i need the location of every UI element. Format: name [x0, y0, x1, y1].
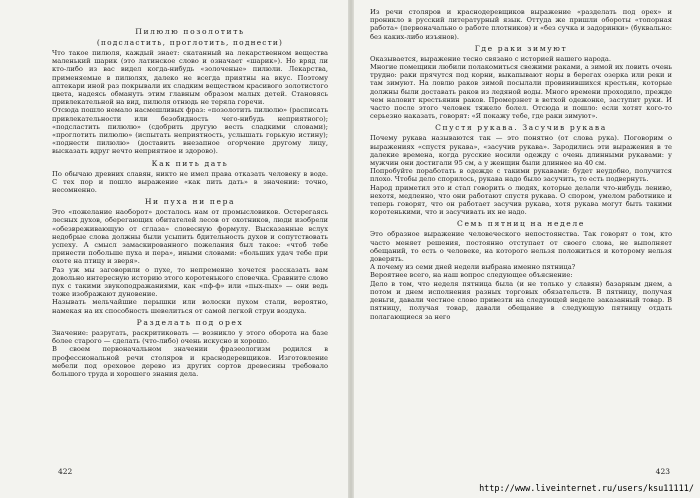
subheading-pilyulyu: (подсластить, проглотить, поднести): [96, 38, 284, 47]
paragraph: Что такое пилюля, каждый знает: скатанный на лекарственном вещества маленький шарик (это латинское слово и означает «шарик»). Но вряд ли кто-либо из вас видел когда-нибудь «золоченые» пилюли. Лекарства, применяемые в пилюлях, далеко не всегда приятны на вкус. Поэтому аптекари иной раз покрывали их сладким веществом красивого золотистого цвета, надеясь обмануть этим главным образом малых детей. Становясь привлекательной на вид, пилюля отнюдь не теряла горечи.: [52, 49, 328, 107]
paragraph: По обычаю древних славян, никто не имел права отказать человеку в воде. С тех пор и пошло выражение «как пить дать» в значении: точно, несомненно.: [52, 169, 328, 195]
paragraph: Многие помещики любили полакомиться свежими раками, а зимой их ловить очень трудно: раки прячутся под корни, выкапывают норы в берегах озерка или реки и там зимуют. На ловлю раков зимой посылали провинившихся крестьян, которые должны были доставать раков из ледяной воды. Много времени проходило, прежде чем наловит крестьянин раков. Промерзнет в ветхой одежонке, заступит руки. И часто после этого человек тяжело болел. Отсюда и пошло: если хотят кого-то серьезно наказать, говорят: «Я покажу тебе, где раки зимуют».: [370, 63, 672, 121]
heading-pilyulyu: Пилюлю позолотить: [135, 27, 245, 36]
heading-spustya-rukava: Спустя рукава. Засучив рукава: [435, 123, 607, 133]
paragraph: Отсюда пошло немало насмешливых фраз: «позолотить пилюлю» (расписать привлекательности или безобидность чего-нибудь неприятного); «подсластить пилюлю» (сдобрить другую весть сладкими словами); «проглотить пилюлю» (испытать неприятность, услышать горькую истину); «поднести пилюлю» (доставить внезапное огорчение другому лицу, высказать вдруг нечто неприятное и здорово).: [52, 106, 328, 156]
paragraph: Значение: разругать, раскритиковать — возникло у этого оборота на базе более старого — сделать (что-либо) очень искусно и хорошо.: [52, 328, 328, 346]
paragraph: Это образное выражение человеческого непостоянства. Так говорят о том, кто часто меняет решения, постоянно отступает от своего слова, не выполняет обещаний, то есть о человеке, на которого нельзя положиться и которому нельзя доверять.: [370, 230, 672, 264]
heading-sem-pyatnits: Семь пятниц на неделе: [457, 219, 585, 229]
right-page: [350, 0, 700, 498]
paragraph: Народ приметил это и стал говорить о людях, которые делали что-нибудь лениво, нехотя, медленно, что они работают спустя рукава. О спором, умелом работнике и теперь говорят, что он работает засучив рукава, хотя рукава могут быть такими коротенькими, что и засучивать их не надо.: [370, 183, 672, 217]
heading-kak-pit-dat: Как пить дать: [151, 158, 229, 168]
paragraph: Называть мельчайшие перышки или волоски пухом стали, вероятно, намекая на их способность шевелиться от самой легкой струи воздуха.: [52, 298, 328, 315]
heading-ni-pukha: Ни пуха ни пера: [144, 197, 236, 207]
paragraph: Это «пожелание наоборот» досталось нам от промысловиков. Остерегаясь лесных духов, оберегающих обитателей лесов от охотников, люди изобрели «обезвреживающую от сглаза» словесную формулу. Высказанные вслух недобрые слова должны были усыпить бдительность духов и сопутствовать успеху. А смысл замаскированного пожелания был такое: «чтоб тебе принести побольше пуха и пера», иными словами: «больших удач тебе при охоте на птицу и зверя».: [52, 208, 328, 266]
paragraph: Попробуйте поработать в одежде с такими рукавами: будет неудобно, получится плохо. Чтобы дело спорилось, рукава надо было засучить, то есть подвернуть.: [370, 167, 672, 184]
paragraph: Оказывается, выражение тесно связано с историей нашего народа.: [370, 54, 612, 63]
page-number-left: 422: [58, 467, 73, 476]
paragraph: В своем первоначальном значении фразеологизм родился в профессиональной речи столяров и краснодеревщиков. Изготовление мебели под ореховое дерево из других сортов древесины требовало большого труда и хорошего знания дела.: [52, 345, 328, 378]
paragraph: Вероятнее всего, на наш вопрос следующее объяснение:: [370, 271, 573, 280]
paragraph: Дело в том, что неделя пятница была (и не только у славян) базарным днем, а потом и днем исполнения разных торговых обязательств. В пятницу, получая деньги, давали честное слово привезти на следующей неделе заказанный товар. В пятницу, получая товар, давали обещание в следующую пятницу отдать полагающиеся за него: [370, 279, 672, 321]
paragraph: Раз уж мы заговорили о пухе, то непременно хочется рассказать вам довольно интересную историю этого коротенького словечка. Сравните слово пух с такими звукоподражаниями, как «пф-ф» или «пых-пых» — они ведь тоже изображают дуновение.: [52, 265, 328, 299]
paragraph: Почему рукава называются так — это понятно (от слова рука). Поговорим о выражениях «спустя рукава», «засучив рукава». Зародились эти выражения в те далекие времена, когда русские носили одежду с очень длинными рукавами: у мужчин они достигали 95 см, а у женщин были длиннее на 40 см.: [370, 134, 672, 168]
paragraph: А почему из семи дней недели выбрана именно пятница?: [370, 263, 576, 272]
heading-razdelat: Разделать под орех: [136, 317, 244, 327]
paragraph: Из речи столяров и краснодеревщиков выражение «разделать под орех» и проникло в русский литературный язык. Оттуда же пришли обороты «топорная работа» (первоначально о работе плотников) и «без сучка и задоринки» (буквально: без каких-либо изъянов).: [370, 8, 672, 41]
page-number-right: 423: [655, 467, 670, 476]
watermark-url: http://www.liveinternet.ru/users/ksu11111/: [479, 484, 694, 494]
heading-gde-raki: Где раки зимуют: [474, 43, 568, 53]
